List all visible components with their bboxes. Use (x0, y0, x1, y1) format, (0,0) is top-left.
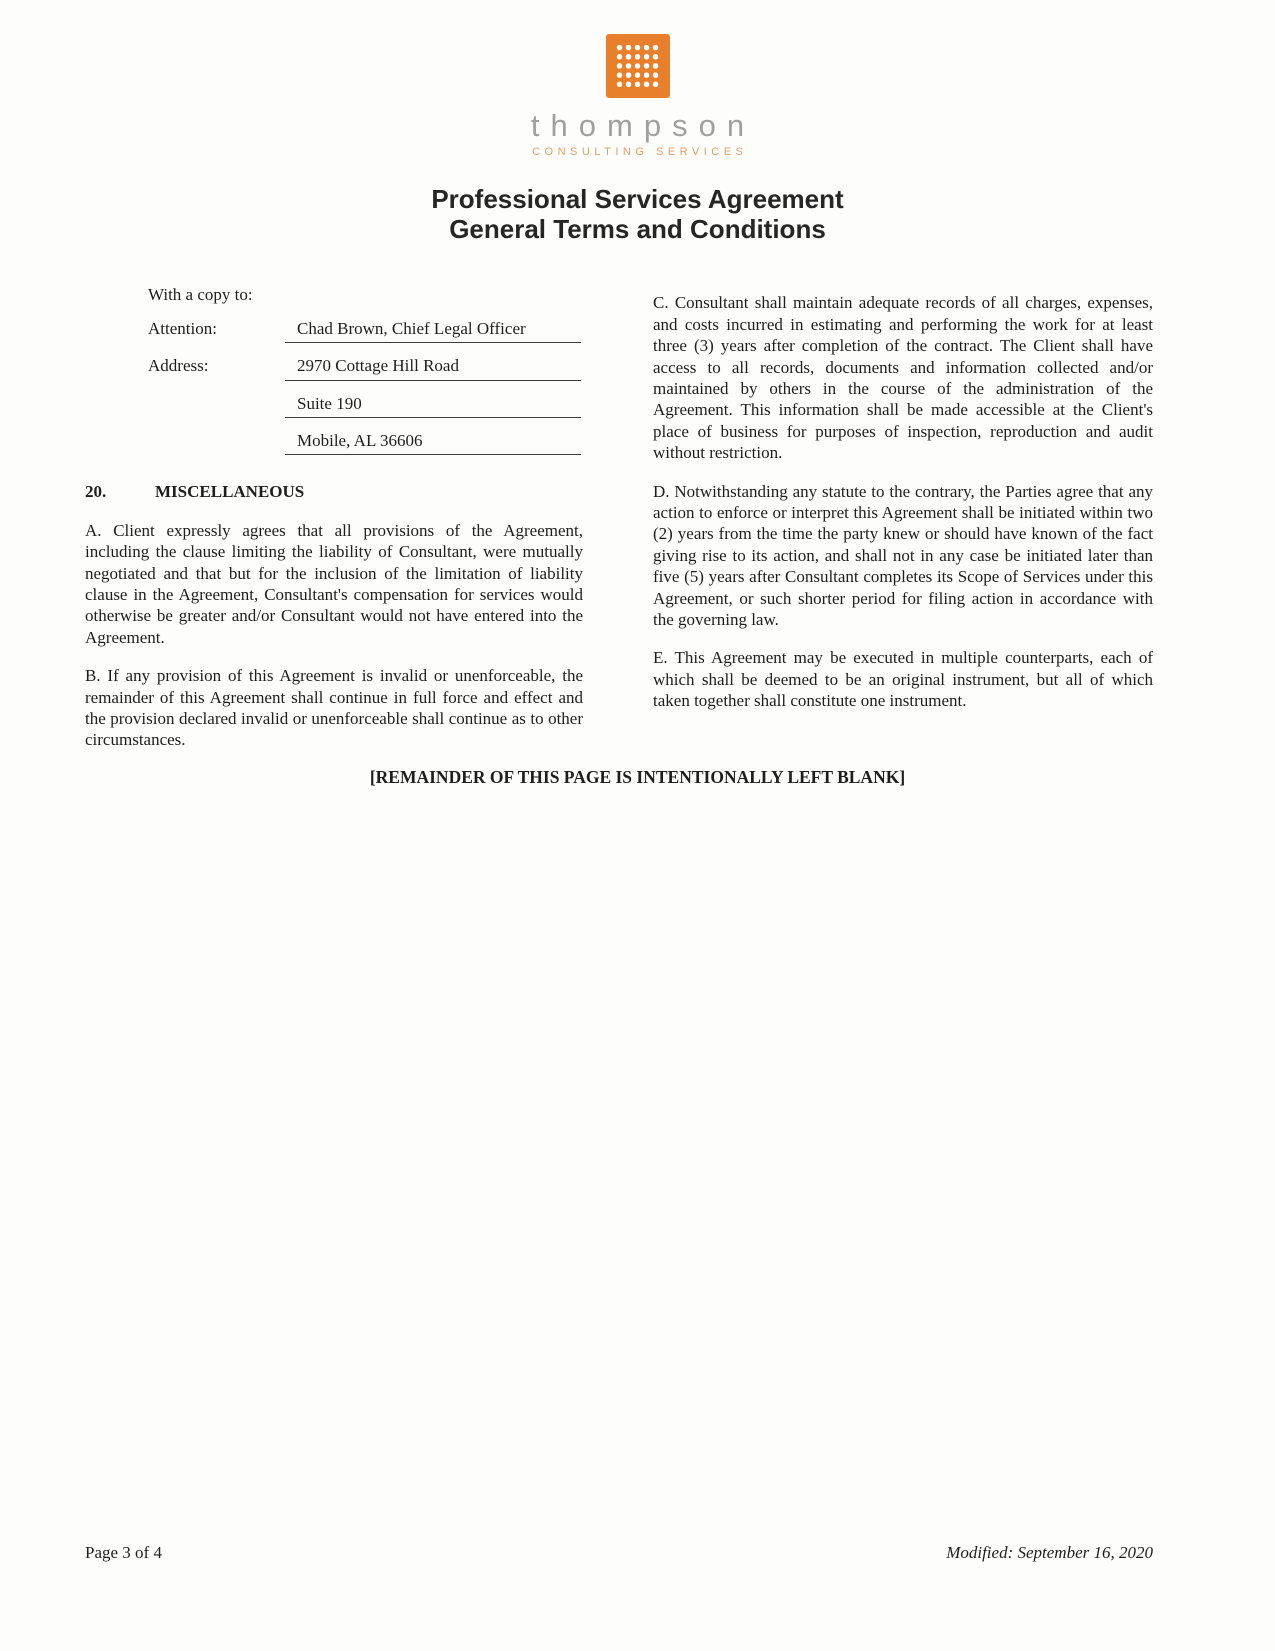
logo (0, 0, 1275, 158)
section-number: 20. (85, 482, 107, 502)
title-line-1: Professional Services Agreement (431, 184, 844, 214)
address-label: Address: (148, 356, 209, 376)
address-field-row (85, 430, 583, 455)
address-value-line-2: Suite 190 (285, 393, 581, 418)
paragraph-20e: E. This Agreement may be executed in multiple counterparts, each of which shall be deemed to be an original instrument, but all of which taken together shall constitute one instrument. (653, 648, 1153, 711)
address-value-line-3: Mobile, AL 36606 (285, 430, 581, 455)
blank-page-notice: [REMAINDER OF THIS PAGE IS INTENTIONALLY LEFT BLANK] (369, 766, 906, 787)
body-columns (85, 284, 1153, 751)
paragraph-20d: D. Notwithstanding any statute to the contrary, the Parties agree that any action to enforce or interpret this Agreement shall be initiated within two (2) years from the time the party knew or should have known of the fact giving rise to its action, and shall not in any case be initiated later than five (5) years after Consultant completes its Scope of Services under this Agreement, or such shorter period for filing action in accordance with the governing law. (653, 481, 1153, 629)
address-field-row (85, 355, 583, 380)
copy-to-intro: With a copy to: (148, 285, 253, 305)
attention-field-row (85, 318, 583, 343)
paragraph-20b: B. If any provision of this Agreement is invalid or unenforceable, the remainder of this Agreement shall continue in full force and effect and the provision declared invalid or unenforceable shall continue as to other circumstances. (85, 666, 583, 750)
document-title (0, 184, 1275, 244)
paragraph-20a: A. Client expressly agrees that all provisions of the Agreement, including the clause limiting the liability of Consultant, were mutually negotiated and that but for the inclusion of the limitation of liability clause in the Agreement, Consultant's compensation for services would otherwise be greater and/or Consultant would not have entered into the Agreement. (85, 520, 583, 647)
title-line-2: General Terms and Conditions (449, 214, 826, 245)
page-footer (85, 1543, 1153, 1563)
attention-label: Attention: (148, 318, 217, 338)
thompson-logo-icon (606, 34, 670, 98)
page-number: Page 3 of 4 (85, 1543, 162, 1562)
attention-value: Chad Brown, Chief Legal Officer (285, 318, 581, 343)
logo-dot-grid-icon (615, 43, 661, 89)
address-field-row (85, 393, 583, 418)
section-title: MISCELLANEOUS (155, 482, 305, 502)
section-20-heading (85, 481, 583, 502)
left-column (85, 284, 583, 751)
right-column (653, 284, 1153, 751)
logo-tagline: CONSULTING SERVICES (532, 146, 748, 158)
paragraph-20c: C. Consultant shall maintain adequate records of all charges, expenses, and costs incurred in estimating and performing the work for at least three (3) years after completion of the contract. The Client shall have access to all records, documents and information collected and/or maintained by others in the course of the administration of the Agreement. This information shall be made accessible at the Client's place of business for purposes of inspection, reproduction and audit without restriction. (653, 293, 1153, 463)
modified-date: Modified: September 16, 2020 (946, 1543, 1153, 1562)
logo-wordmark: thompson (530, 108, 756, 143)
address-value-line-1: 2970 Cottage Hill Road (285, 355, 581, 380)
